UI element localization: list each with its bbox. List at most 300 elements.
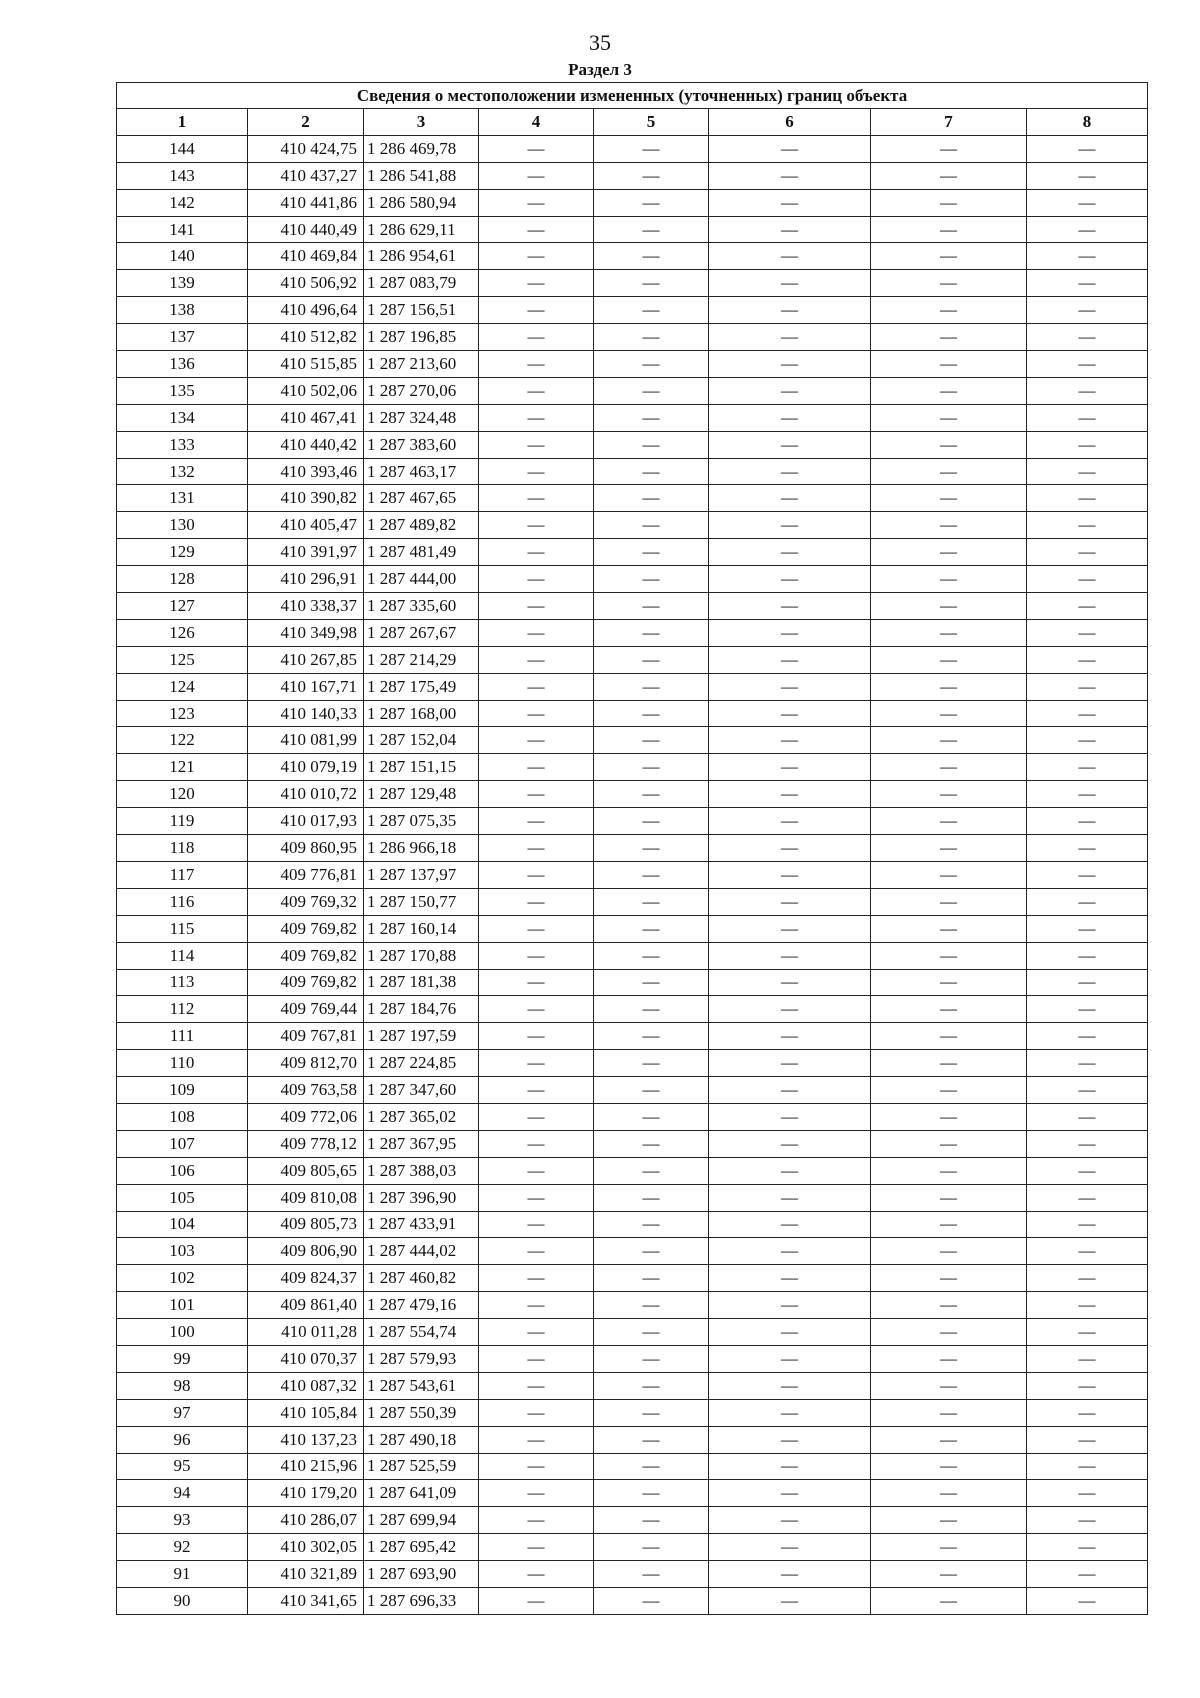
table-cell-col-6: — — [709, 539, 871, 566]
table-cell-col-6: — — [709, 1561, 871, 1588]
table-cell-col-8: — — [1027, 1184, 1148, 1211]
table-row — [117, 135, 1148, 162]
table-cell-col-7: — — [871, 646, 1027, 673]
table-cell-col-6: — — [709, 270, 871, 297]
table-cell-col-3: 1 287 324,48 — [364, 404, 479, 431]
table-cell-col-2: 410 437,27 — [248, 162, 364, 189]
table-cell-col-5: — — [594, 1211, 709, 1238]
table-cell-col-3: 1 287 367,95 — [364, 1130, 479, 1157]
table-cell-col-1: 110 — [117, 1050, 248, 1077]
table-cell-col-1: 141 — [117, 216, 248, 243]
table-cell-col-5: — — [594, 969, 709, 996]
table-cell-col-8: — — [1027, 1345, 1148, 1372]
table-cell-col-1: 144 — [117, 135, 248, 162]
table-row — [117, 593, 1148, 620]
table-cell-col-4: — — [479, 1265, 594, 1292]
table-cell-col-5: — — [594, 942, 709, 969]
table-cell-col-3: 1 287 543,61 — [364, 1372, 479, 1399]
table-cell-col-7: — — [871, 1077, 1027, 1104]
table-cell-col-3: 1 287 696,33 — [364, 1587, 479, 1614]
table-cell-col-7: — — [871, 351, 1027, 378]
table-row — [117, 781, 1148, 808]
table-cell-col-2: 410 341,65 — [248, 1587, 364, 1614]
table-cell-col-2: 410 105,84 — [248, 1399, 364, 1426]
table-cell-col-1: 103 — [117, 1238, 248, 1265]
table-cell-col-3: 1 287 224,85 — [364, 1050, 479, 1077]
table-row — [117, 1480, 1148, 1507]
table-cell-col-1: 135 — [117, 377, 248, 404]
table-cell-col-7: — — [871, 996, 1027, 1023]
table-cell-col-5: — — [594, 673, 709, 700]
table-cell-col-4: — — [479, 835, 594, 862]
table-cell-col-2: 410 011,28 — [248, 1319, 364, 1346]
table-cell-col-2: 410 467,41 — [248, 404, 364, 431]
table-cell-col-7: — — [871, 593, 1027, 620]
table-row — [117, 1426, 1148, 1453]
table-cell-col-8: — — [1027, 485, 1148, 512]
table-row — [117, 485, 1148, 512]
table-cell-col-6: — — [709, 216, 871, 243]
table-cell-col-8: — — [1027, 1534, 1148, 1561]
table-body — [117, 135, 1148, 1614]
table-cell-col-2: 410 405,47 — [248, 512, 364, 539]
table-row — [117, 1130, 1148, 1157]
table-cell-col-5: — — [594, 485, 709, 512]
table-cell-col-3: 1 287 695,42 — [364, 1534, 479, 1561]
table-cell-col-2: 410 502,06 — [248, 377, 364, 404]
table-cell-col-1: 121 — [117, 754, 248, 781]
table-cell-col-7: — — [871, 1372, 1027, 1399]
table-cell-col-1: 92 — [117, 1534, 248, 1561]
table-cell-col-7: — — [871, 1345, 1027, 1372]
table-cell-col-6: — — [709, 915, 871, 942]
table-row — [117, 189, 1148, 216]
table-cell-col-8: — — [1027, 754, 1148, 781]
table-cell-col-1: 100 — [117, 1319, 248, 1346]
table-row — [117, 1103, 1148, 1130]
table-cell-col-1: 98 — [117, 1372, 248, 1399]
table-cell-col-5: — — [594, 1587, 709, 1614]
table-cell-col-3: 1 287 197,59 — [364, 1023, 479, 1050]
column-header-3: 3 — [364, 109, 479, 136]
table-cell-col-1: 117 — [117, 861, 248, 888]
table-cell-col-3: 1 286 580,94 — [364, 189, 479, 216]
table-cell-col-5: — — [594, 781, 709, 808]
table-cell-col-8: — — [1027, 566, 1148, 593]
table-cell-col-5: — — [594, 593, 709, 620]
table-row — [117, 1534, 1148, 1561]
table-cell-col-3: 1 287 554,74 — [364, 1319, 479, 1346]
table-cell-col-3: 1 286 541,88 — [364, 162, 479, 189]
table-cell-col-1: 105 — [117, 1184, 248, 1211]
table-cell-col-1: 101 — [117, 1292, 248, 1319]
table-cell-col-4: — — [479, 942, 594, 969]
table-cell-col-2: 410 215,96 — [248, 1453, 364, 1480]
table-cell-col-1: 129 — [117, 539, 248, 566]
table-cell-col-7: — — [871, 243, 1027, 270]
table-cell-col-4: — — [479, 808, 594, 835]
table-cell-col-6: — — [709, 700, 871, 727]
table-cell-col-5: — — [594, 512, 709, 539]
table-cell-col-4: — — [479, 351, 594, 378]
table-cell-col-6: — — [709, 351, 871, 378]
table-cell-col-3: 1 287 160,14 — [364, 915, 479, 942]
table-cell-col-6: — — [709, 1587, 871, 1614]
table-row — [117, 727, 1148, 754]
table-cell-col-7: — — [871, 566, 1027, 593]
table-cell-col-7: — — [871, 1211, 1027, 1238]
table-row — [117, 1399, 1148, 1426]
table-cell-col-5: — — [594, 1480, 709, 1507]
table-cell-col-6: — — [709, 888, 871, 915]
table-cell-col-4: — — [479, 754, 594, 781]
table-cell-col-6: — — [709, 593, 871, 620]
table-row — [117, 1023, 1148, 1050]
table-cell-col-3: 1 287 335,60 — [364, 593, 479, 620]
table-row — [117, 1157, 1148, 1184]
table-cell-col-6: — — [709, 1157, 871, 1184]
table-row — [117, 646, 1148, 673]
table-cell-col-4: — — [479, 566, 594, 593]
table-row — [117, 754, 1148, 781]
table-cell-col-7: — — [871, 1587, 1027, 1614]
table-cell-col-3: 1 287 699,94 — [364, 1507, 479, 1534]
table-cell-col-8: — — [1027, 1211, 1148, 1238]
column-header-5: 5 — [594, 109, 709, 136]
table-row — [117, 1050, 1148, 1077]
table-cell-col-8: — — [1027, 458, 1148, 485]
table-cell-col-5: — — [594, 1130, 709, 1157]
table-cell-col-6: — — [709, 1507, 871, 1534]
table-cell-col-8: — — [1027, 1103, 1148, 1130]
table-cell-col-8: — — [1027, 1238, 1148, 1265]
table-cell-col-5: — — [594, 1319, 709, 1346]
table-cell-col-1: 143 — [117, 162, 248, 189]
table-cell-col-3: 1 287 550,39 — [364, 1399, 479, 1426]
table-cell-col-4: — — [479, 593, 594, 620]
table-cell-col-6: — — [709, 1050, 871, 1077]
table-cell-col-6: — — [709, 861, 871, 888]
table-cell-col-3: 1 287 075,35 — [364, 808, 479, 835]
table-row — [117, 942, 1148, 969]
table-cell-col-3: 1 287 693,90 — [364, 1561, 479, 1588]
table-cell-col-3: 1 287 479,16 — [364, 1292, 479, 1319]
table-cell-col-3: 1 286 954,61 — [364, 243, 479, 270]
table-cell-col-6: — — [709, 1103, 871, 1130]
table-cell-col-5: — — [594, 1238, 709, 1265]
table-cell-col-2: 410 512,82 — [248, 324, 364, 351]
table-cell-col-7: — — [871, 1561, 1027, 1588]
table-cell-col-4: — — [479, 1534, 594, 1561]
table-cell-col-2: 410 441,86 — [248, 189, 364, 216]
table-cell-col-8: — — [1027, 996, 1148, 1023]
table-cell-col-1: 107 — [117, 1130, 248, 1157]
table-row — [117, 996, 1148, 1023]
table-cell-col-8: — — [1027, 619, 1148, 646]
table-cell-col-2: 409 824,37 — [248, 1265, 364, 1292]
table-cell-col-3: 1 287 579,93 — [364, 1345, 479, 1372]
table-cell-col-4: — — [479, 727, 594, 754]
table-row — [117, 243, 1148, 270]
table-row — [117, 1077, 1148, 1104]
table-cell-col-4: — — [479, 1238, 594, 1265]
table-cell-col-4: — — [479, 619, 594, 646]
table-cell-col-1: 95 — [117, 1453, 248, 1480]
table-cell-col-6: — — [709, 1534, 871, 1561]
table-cell-col-2: 410 393,46 — [248, 458, 364, 485]
table-row — [117, 1265, 1148, 1292]
table-cell-col-3: 1 287 150,77 — [364, 888, 479, 915]
table-cell-col-4: — — [479, 700, 594, 727]
table-cell-col-4: — — [479, 270, 594, 297]
table-cell-col-4: — — [479, 1103, 594, 1130]
table-cell-col-8: — — [1027, 1399, 1148, 1426]
table-cell-col-1: 115 — [117, 915, 248, 942]
table-cell-col-4: — — [479, 1023, 594, 1050]
table-cell-col-2: 410 087,32 — [248, 1372, 364, 1399]
table-cell-col-1: 128 — [117, 566, 248, 593]
table-cell-col-6: — — [709, 754, 871, 781]
table-cell-col-5: — — [594, 216, 709, 243]
table-cell-col-8: — — [1027, 1587, 1148, 1614]
table-cell-col-5: — — [594, 1561, 709, 1588]
table-cell-col-7: — — [871, 835, 1027, 862]
table-cell-col-4: — — [479, 1184, 594, 1211]
table-cell-col-6: — — [709, 1372, 871, 1399]
table-cell-col-7: — — [871, 808, 1027, 835]
table-cell-col-5: — — [594, 1050, 709, 1077]
table-cell-col-6: — — [709, 646, 871, 673]
table-cell-col-6: — — [709, 162, 871, 189]
table-cell-col-8: — — [1027, 593, 1148, 620]
table-cell-col-3: 1 287 467,65 — [364, 485, 479, 512]
table-cell-col-8: — — [1027, 377, 1148, 404]
table-row — [117, 377, 1148, 404]
table-cell-col-7: — — [871, 1157, 1027, 1184]
table-cell-col-3: 1 286 469,78 — [364, 135, 479, 162]
table-cell-col-8: — — [1027, 1480, 1148, 1507]
table-cell-col-2: 410 469,84 — [248, 243, 364, 270]
table-cell-col-6: — — [709, 1130, 871, 1157]
table-cell-col-1: 113 — [117, 969, 248, 996]
table-cell-col-7: — — [871, 1426, 1027, 1453]
table-cell-col-6: — — [709, 1292, 871, 1319]
table-cell-col-1: 134 — [117, 404, 248, 431]
table-cell-col-8: — — [1027, 270, 1148, 297]
table-cell-col-2: 410 079,19 — [248, 754, 364, 781]
table-cell-col-4: — — [479, 189, 594, 216]
table-cell-col-3: 1 287 083,79 — [364, 270, 479, 297]
table-cell-col-5: — — [594, 162, 709, 189]
table-row — [117, 351, 1148, 378]
table-cell-col-8: — — [1027, 969, 1148, 996]
table-cell-col-1: 140 — [117, 243, 248, 270]
table-cell-col-3: 1 287 181,38 — [364, 969, 479, 996]
table-cell-col-7: — — [871, 270, 1027, 297]
table-cell-col-5: — — [594, 539, 709, 566]
table-row — [117, 1372, 1148, 1399]
table-cell-col-1: 96 — [117, 1426, 248, 1453]
table-row — [117, 1184, 1148, 1211]
table-row — [117, 1587, 1148, 1614]
table-cell-col-6: — — [709, 727, 871, 754]
table-cell-col-2: 410 267,85 — [248, 646, 364, 673]
table-cell-col-1: 94 — [117, 1480, 248, 1507]
table-cell-col-2: 410 440,49 — [248, 216, 364, 243]
table-cell-col-3: 1 287 213,60 — [364, 351, 479, 378]
table-cell-col-1: 125 — [117, 646, 248, 673]
table-cell-col-4: — — [479, 1372, 594, 1399]
table-cell-col-6: — — [709, 969, 871, 996]
table-cell-col-2: 409 861,40 — [248, 1292, 364, 1319]
table-cell-col-2: 409 763,58 — [248, 1077, 364, 1104]
table-cell-col-2: 410 391,97 — [248, 539, 364, 566]
table-cell-col-6: — — [709, 1480, 871, 1507]
table-cell-col-3: 1 287 347,60 — [364, 1077, 479, 1104]
table-cell-col-6: — — [709, 458, 871, 485]
table-row — [117, 216, 1148, 243]
table-row — [117, 915, 1148, 942]
table-cell-col-5: — — [594, 835, 709, 862]
table-cell-col-6: — — [709, 996, 871, 1023]
table-cell-col-3: 1 287 184,76 — [364, 996, 479, 1023]
table-cell-col-1: 108 — [117, 1103, 248, 1130]
table-cell-col-7: — — [871, 754, 1027, 781]
table-cell-col-5: — — [594, 996, 709, 1023]
table-cell-col-2: 409 767,81 — [248, 1023, 364, 1050]
table-cell-col-6: — — [709, 619, 871, 646]
table-cell-col-5: — — [594, 1399, 709, 1426]
table-cell-col-5: — — [594, 1023, 709, 1050]
table-cell-col-1: 131 — [117, 485, 248, 512]
table-cell-col-8: — — [1027, 1426, 1148, 1453]
table-cell-col-6: — — [709, 1077, 871, 1104]
table-row — [117, 1211, 1148, 1238]
table-cell-col-8: — — [1027, 539, 1148, 566]
table-row — [117, 539, 1148, 566]
table-cell-col-4: — — [479, 297, 594, 324]
table-cell-col-1: 102 — [117, 1265, 248, 1292]
table-cell-col-6: — — [709, 431, 871, 458]
table-cell-col-1: 139 — [117, 270, 248, 297]
table-cell-col-6: — — [709, 1238, 871, 1265]
table-cell-col-6: — — [709, 1265, 871, 1292]
table-cell-col-4: — — [479, 1345, 594, 1372]
table-cell-col-3: 1 287 460,82 — [364, 1265, 479, 1292]
table-cell-col-3: 1 287 156,51 — [364, 297, 479, 324]
table-cell-col-4: — — [479, 431, 594, 458]
table-cell-col-1: 132 — [117, 458, 248, 485]
table-cell-col-1: 112 — [117, 996, 248, 1023]
table-cell-col-4: — — [479, 1399, 594, 1426]
table-cell-col-4: — — [479, 377, 594, 404]
table-cell-col-6: — — [709, 135, 871, 162]
table-row — [117, 458, 1148, 485]
table-cell-col-5: — — [594, 646, 709, 673]
table-cell-col-4: — — [479, 1426, 594, 1453]
table-cell-col-3: 1 287 267,67 — [364, 619, 479, 646]
table-row — [117, 1238, 1148, 1265]
table-cell-col-1: 104 — [117, 1211, 248, 1238]
table-cell-col-5: — — [594, 1077, 709, 1104]
table-cell-col-6: — — [709, 1023, 871, 1050]
table-cell-col-1: 127 — [117, 593, 248, 620]
table-cell-col-5: — — [594, 324, 709, 351]
table-cell-col-1: 123 — [117, 700, 248, 727]
table-cell-col-7: — — [871, 1453, 1027, 1480]
table-cell-col-5: — — [594, 888, 709, 915]
table-cell-col-6: — — [709, 297, 871, 324]
table-cell-col-7: — — [871, 135, 1027, 162]
table-cell-col-1: 90 — [117, 1587, 248, 1614]
table-cell-col-5: — — [594, 270, 709, 297]
table-cell-col-5: — — [594, 377, 709, 404]
table-row — [117, 700, 1148, 727]
column-header-row — [117, 109, 1148, 136]
table-cell-col-7: — — [871, 458, 1027, 485]
table-cell-col-7: — — [871, 1103, 1027, 1130]
table-cell-col-2: 410 070,37 — [248, 1345, 364, 1372]
table-row — [117, 808, 1148, 835]
table-cell-col-4: — — [479, 539, 594, 566]
table-cell-col-8: — — [1027, 673, 1148, 700]
table-cell-col-1: 93 — [117, 1507, 248, 1534]
table-cell-col-8: — — [1027, 1130, 1148, 1157]
table-cell-col-7: — — [871, 673, 1027, 700]
table-cell-col-2: 410 440,42 — [248, 431, 364, 458]
table-cell-col-3: 1 287 168,00 — [364, 700, 479, 727]
table-cell-col-3: 1 287 175,49 — [364, 673, 479, 700]
table-cell-col-3: 1 287 152,04 — [364, 727, 479, 754]
table-cell-col-2: 410 349,98 — [248, 619, 364, 646]
table-cell-col-8: — — [1027, 1265, 1148, 1292]
table-cell-col-2: 409 806,90 — [248, 1238, 364, 1265]
coordinates-table — [116, 82, 1148, 1615]
table-cell-col-8: — — [1027, 1561, 1148, 1588]
table-cell-col-4: — — [479, 1453, 594, 1480]
table-caption: Сведения о местоположении измененных (уточненных) границ объекта — [117, 83, 1148, 109]
table-row — [117, 619, 1148, 646]
table-cell-col-8: — — [1027, 351, 1148, 378]
table-row — [117, 888, 1148, 915]
table-cell-col-3: 1 287 481,49 — [364, 539, 479, 566]
table-cell-col-5: — — [594, 1507, 709, 1534]
table-cell-col-1: 99 — [117, 1345, 248, 1372]
table-cell-col-6: — — [709, 324, 871, 351]
table-cell-col-4: — — [479, 969, 594, 996]
table-cell-col-8: — — [1027, 888, 1148, 915]
table-cell-col-6: — — [709, 1399, 871, 1426]
table-cell-col-1: 111 — [117, 1023, 248, 1050]
table-cell-col-3: 1 287 444,00 — [364, 566, 479, 593]
table-cell-col-1: 142 — [117, 189, 248, 216]
table-cell-col-8: — — [1027, 297, 1148, 324]
table-cell-col-3: 1 287 170,88 — [364, 942, 479, 969]
table-row — [117, 566, 1148, 593]
table-cell-col-6: — — [709, 1426, 871, 1453]
table-cell-col-7: — — [871, 969, 1027, 996]
table-cell-col-2: 409 805,73 — [248, 1211, 364, 1238]
table-cell-col-7: — — [871, 539, 1027, 566]
table-cell-col-2: 410 081,99 — [248, 727, 364, 754]
table-cell-col-6: — — [709, 942, 871, 969]
table-cell-col-3: 1 287 383,60 — [364, 431, 479, 458]
table-cell-col-3: 1 287 270,06 — [364, 377, 479, 404]
table-cell-col-2: 410 390,82 — [248, 485, 364, 512]
table-cell-col-7: — — [871, 1050, 1027, 1077]
table-row — [117, 1453, 1148, 1480]
table-cell-col-7: — — [871, 404, 1027, 431]
